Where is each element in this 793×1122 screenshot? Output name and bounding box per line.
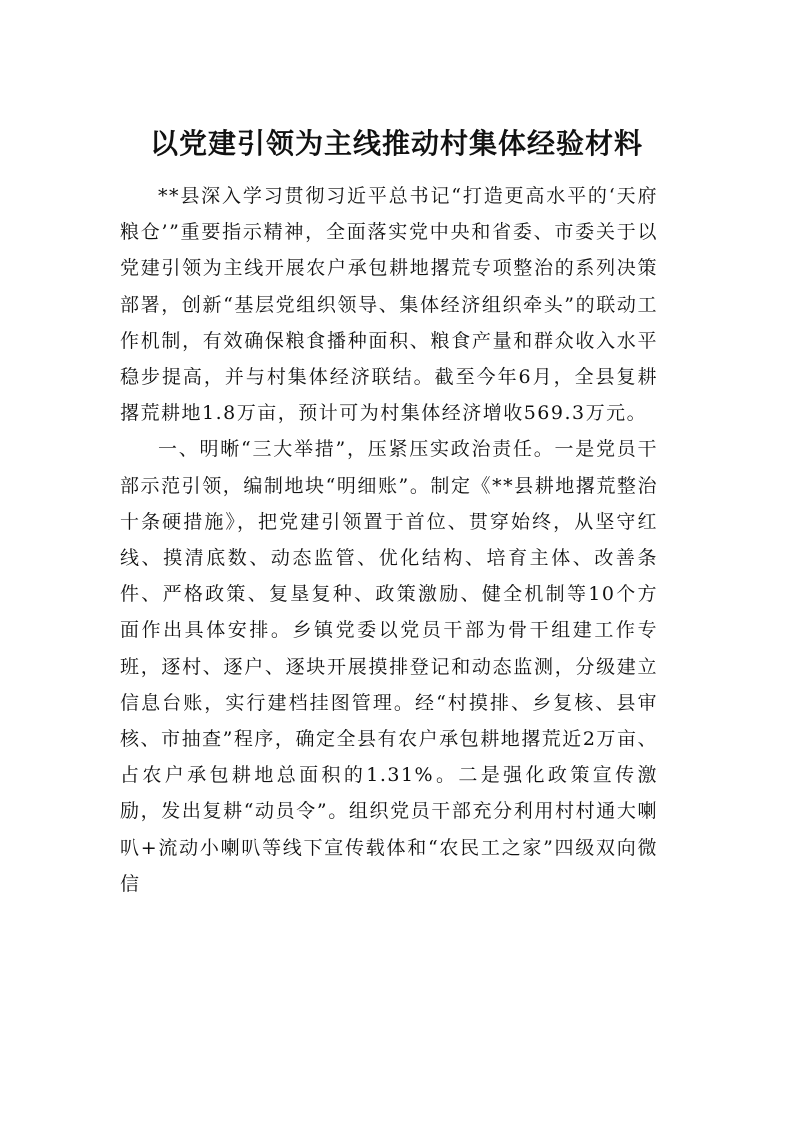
document-title: 以党建引领为主线推动村集体经验材料 [149, 127, 643, 160]
paragraph-section-one: 一、明晰“三大举措”，压紧压实政治责任。一是党员干部示范引领，编制地块“明细账”。制定《**县耕地撂荒整治十条硬措施》，把党建引领置于首位、贯穿始终，从坚守红线、摸清底数、动态监管、优化结构、培育主体、改善条件、严格政策、复垦复种、政策激励、健全机制等10个方面作出具体安排。乡镇党委以党员干部为骨干组建工作专班，逐村、逐户、逐块开展摸排登记和动态监测，分级建立信息台账，实行建档挂图管理。经“村摸排、乡复核、县审核、市抽查”程序，确定全县有农户承包耕地撂荒近2万亩、占农户承包耕地总面积的1.31%。二是强化政策宣传激励，发出复耕“动员令”。组织党员干部充分利用村村通大喇叭+流动小喇叭等线下宣传载体和“农民工之家”四级双向微信 [120, 438, 658, 895]
paragraph-intro: **县深入学习贯彻习近平总书记“打造更高水平的‘天府粮仓’”重要指示精神，全面落实党中央和省委、市委关于以党建引领为主线开展农户承包耕地撂荒专项整治的系列决策部署，创新“基层党组织领导、集体经济组织牵头”的联动工作机制，有效确保粮食播种面积、粮食产量和群众收入水平稳步提高，并与村集体经济联结。截至今年6月，全县复耕撂荒耕地1.8万亩，预计可为村集体经济增收569.3万元。 [120, 185, 658, 425]
document-body [120, 178, 658, 902]
